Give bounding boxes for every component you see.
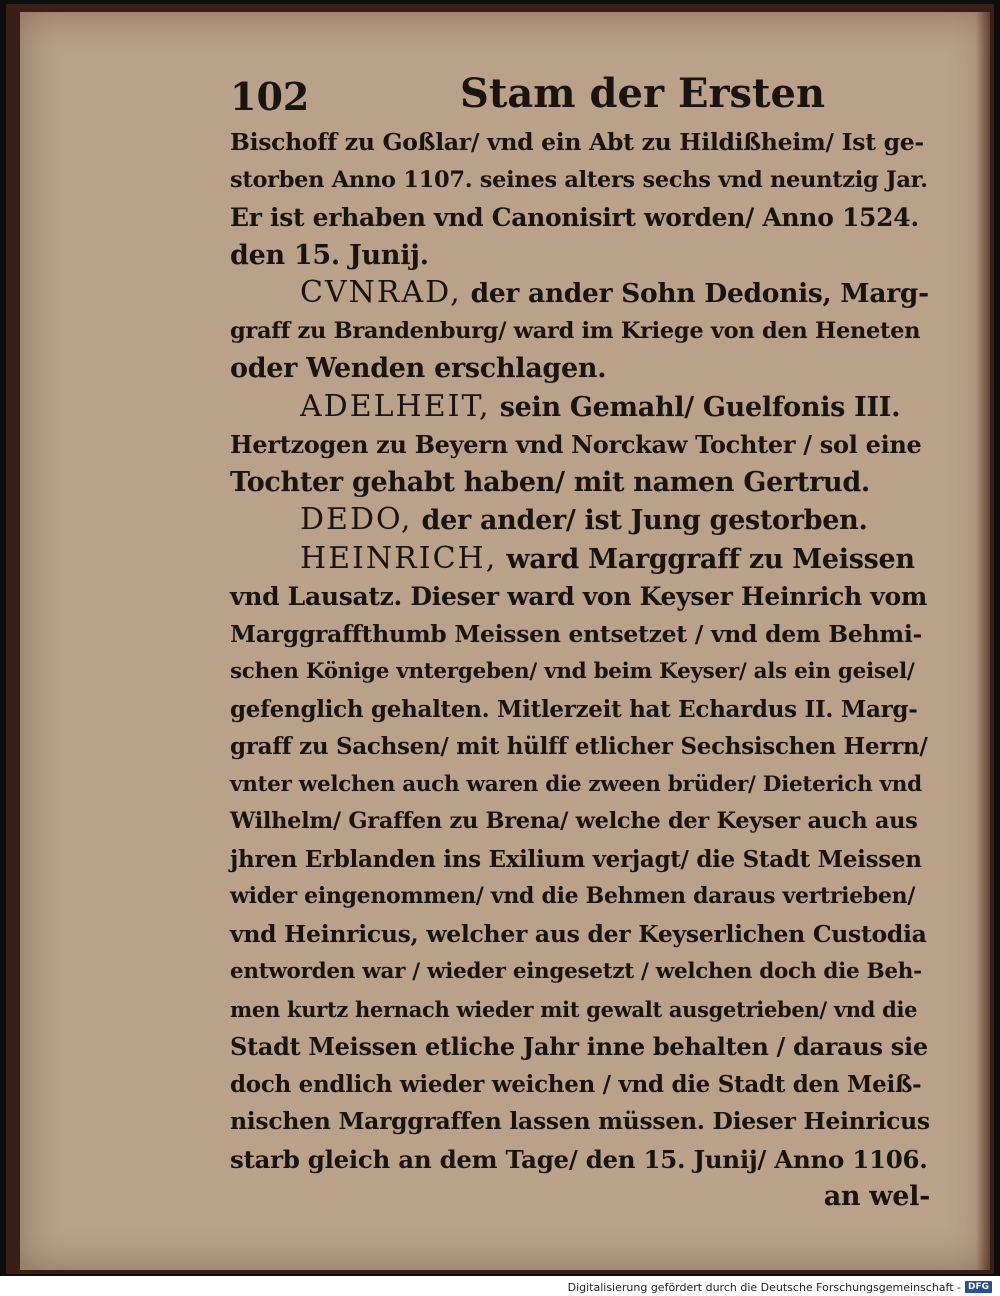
line-text: Stadt Meissen etliche Jahr inne behalten / daraus sie [230, 1032, 928, 1061]
text-line [230, 728, 930, 766]
line-text: nischen Marggraffen lassen müssen. Dieser Heinricus [230, 1107, 930, 1135]
text-line [230, 803, 930, 841]
text-line [230, 388, 930, 427]
text-line [230, 991, 930, 1029]
person-name: ADELHEIT, [300, 388, 491, 424]
line-text: der ander/ ist Jung gestorben. [421, 505, 868, 536]
footer-credit [568, 1278, 992, 1296]
person-name: HEINRICH, [300, 540, 498, 576]
text-line [230, 616, 930, 654]
line-text: den 15. Junij. [230, 239, 429, 271]
text-line [230, 953, 930, 991]
text-line [230, 274, 930, 313]
line-text: Er ist erhaben vnd Canonisirt worden/ Anno 1524. [230, 203, 919, 232]
line-text: ward Marggraff zu Meissen [506, 543, 915, 575]
line-text: gefenglich gehalten. Mitlerzeit hat Echardus II. Marg- [230, 695, 918, 723]
text-line [230, 878, 930, 916]
funding-credit: Digitalisierung gefördert durch die Deutsche Forschungsgemeinschaft - [567, 1280, 961, 1294]
text-line [230, 916, 930, 954]
text-line [230, 237, 930, 275]
line-text: vnd Heinricus, welcher aus der Keyserlichen Custodia [230, 919, 927, 948]
line-text: schen Könige vntergeben/ vnd beim Keyser/ als ein geisel/ [230, 659, 915, 684]
text-line [230, 1141, 930, 1179]
line-text: doch endlich wieder weichen / vnd die Stadt den Meiß- [230, 1070, 922, 1098]
page-text-block [230, 66, 930, 1216]
person-name: DEDO, [300, 502, 413, 537]
line-text: Tochter gehabt haben/ mit namen Gertrud. [230, 466, 871, 498]
line-text: der ander Sohn Dedonis, Marg- [470, 278, 929, 309]
line-text: vnter welchen auch waren die zween brüder/ Dieterich vnd [230, 771, 922, 797]
text-line [230, 124, 930, 162]
line-text: jhren Erblanden ins Exilium verjagt/ die Stadt Meissen [230, 845, 922, 873]
page-header [230, 66, 930, 124]
line-text: entworden war / wieder eingesetzt / welchen doch die Beh- [230, 959, 922, 984]
line-text: oder Wenden erschlagen. [230, 353, 607, 384]
text-line [230, 1103, 930, 1141]
line-text: sein Gemahl/ Guelfonis III. [499, 391, 901, 423]
text-line [230, 313, 930, 351]
line-text: Hertzogen zu Beyern vnd Norckaw Tochter / sol eine [230, 430, 922, 459]
line-text: Bischoff zu Goßlar/ vnd ein Abt zu Hildißheim/ Ist ge- [230, 128, 924, 156]
person-name: CVNRAD, [300, 275, 462, 310]
dfg-logo-icon: DFG [965, 1281, 992, 1293]
text-line [230, 426, 930, 464]
line-text: an wel- [823, 1181, 930, 1212]
line-text: starb gleich an dem Tage/ den 15. Junij/ Anno 1106. [230, 1144, 928, 1174]
text-line [230, 691, 930, 729]
text-line [230, 1028, 930, 1066]
text-line [230, 1066, 930, 1104]
text-line [230, 540, 930, 579]
text-line [230, 653, 930, 691]
body-text [230, 124, 930, 1216]
page-number: 102 [230, 74, 310, 119]
text-line [230, 1178, 930, 1216]
text-line [230, 199, 930, 237]
running-head: Stam der Ersten [460, 70, 826, 117]
line-text: men kurtz hernach wieder mit gewalt ausgetrieben/ vnd die [230, 996, 918, 1022]
line-text: graff zu Brandenburg/ ward im Kriege von den Heneten [230, 317, 921, 344]
text-line [230, 766, 930, 804]
text-line [230, 578, 930, 616]
text-line [230, 841, 930, 879]
text-line [230, 162, 930, 200]
text-line [230, 501, 930, 540]
line-text: Marggraffthumb Meissen entsetzet / vnd dem Behmi- [230, 619, 922, 648]
line-text: wider eingenommen/ vnd die Behmen daraus vertrieben/ [230, 883, 916, 909]
text-line [230, 350, 930, 388]
line-text: Wilhelm/ Graffen zu Brena/ welche der Keyser auch aus [230, 808, 918, 834]
line-text: vnd Lausatz. Dieser ward von Keyser Heinrich vom [230, 582, 928, 611]
line-text: storben Anno 1107. seines alters sechs vnd neuntzig Jar. [230, 166, 928, 193]
line-text: graff zu Sachsen/ mit hülff etlicher Sechsischen Herrn/ [230, 733, 928, 760]
text-line [230, 464, 930, 502]
